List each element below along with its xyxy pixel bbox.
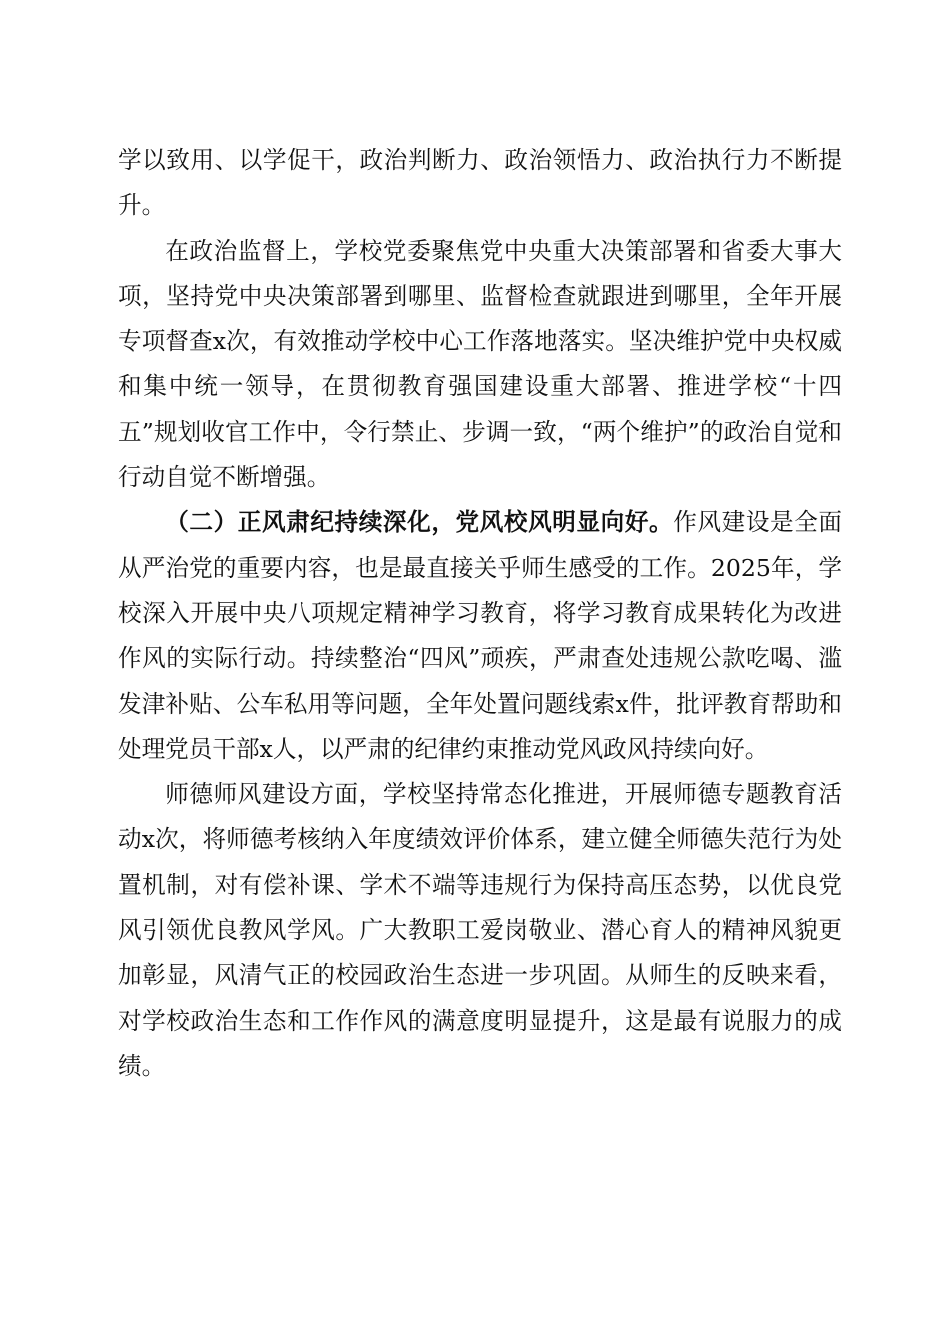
paragraph-1-text: 学以致用、以学促干，政治判断力、政治领悟力、政治执行力不断提升。 (118, 146, 842, 220)
paragraph-3-text: 作风建设是全面从严治党的重要内容，也是最直接关乎师生感受的工作。2025年，学校深入开展中央八项规定精神学习教育，将学习教育成果转化为改进作风的实际行动。持续整治“四风”顽疾，严肃查处违规公款吃喝、滥发津补贴、公车私用等问题，全年处置问题线索x件，批评教育帮助和处理党员干部x人，以严肃的纪律约束推动党风政风持续向好。 (118, 508, 843, 763)
paragraph-2 (118, 229, 842, 501)
paragraph-2-text: 在政治监督上，学校党委聚焦党中央重大决策部署和省委大事大项，坚持党中央决策部署到哪里、监督检查就跟进到哪里，全年开展专项督查x次，有效推动学校中心工作落地落实。坚决维护党中央权威和集中统一领导，在贯彻教育强国建设重大部署、推进学校“十四五”规划收官工作中，令行禁止、步调一致，“两个维护”的政治自觉和行动自觉不断增强。 (118, 236, 842, 492)
section-heading: （二）正风肃纪持续深化，党风校风明显向好。 (165, 508, 674, 537)
document-body (118, 138, 842, 1089)
paragraph-3 (118, 500, 842, 772)
paragraph-4 (118, 772, 842, 1089)
paragraph-4-text: 师德师风建设方面，学校坚持常态化推进，开展师德专题教育活动x次，将师德考核纳入年度绩效评价体系，建立健全师德失范行为处置机制，对有偿补课、学术不端等违规行为保持高压态势，以优良党风引领优良教风学风。广大教职工爱岗敬业、潜心育人的精神风貌更加彰显，风清气正的校园政治生态进一步巩固。从师生的反映来看，对学校政治生态和工作作风的满意度明显提升，这是最有说服力的成绩。 (118, 780, 842, 1080)
paragraph-1 (118, 138, 842, 229)
